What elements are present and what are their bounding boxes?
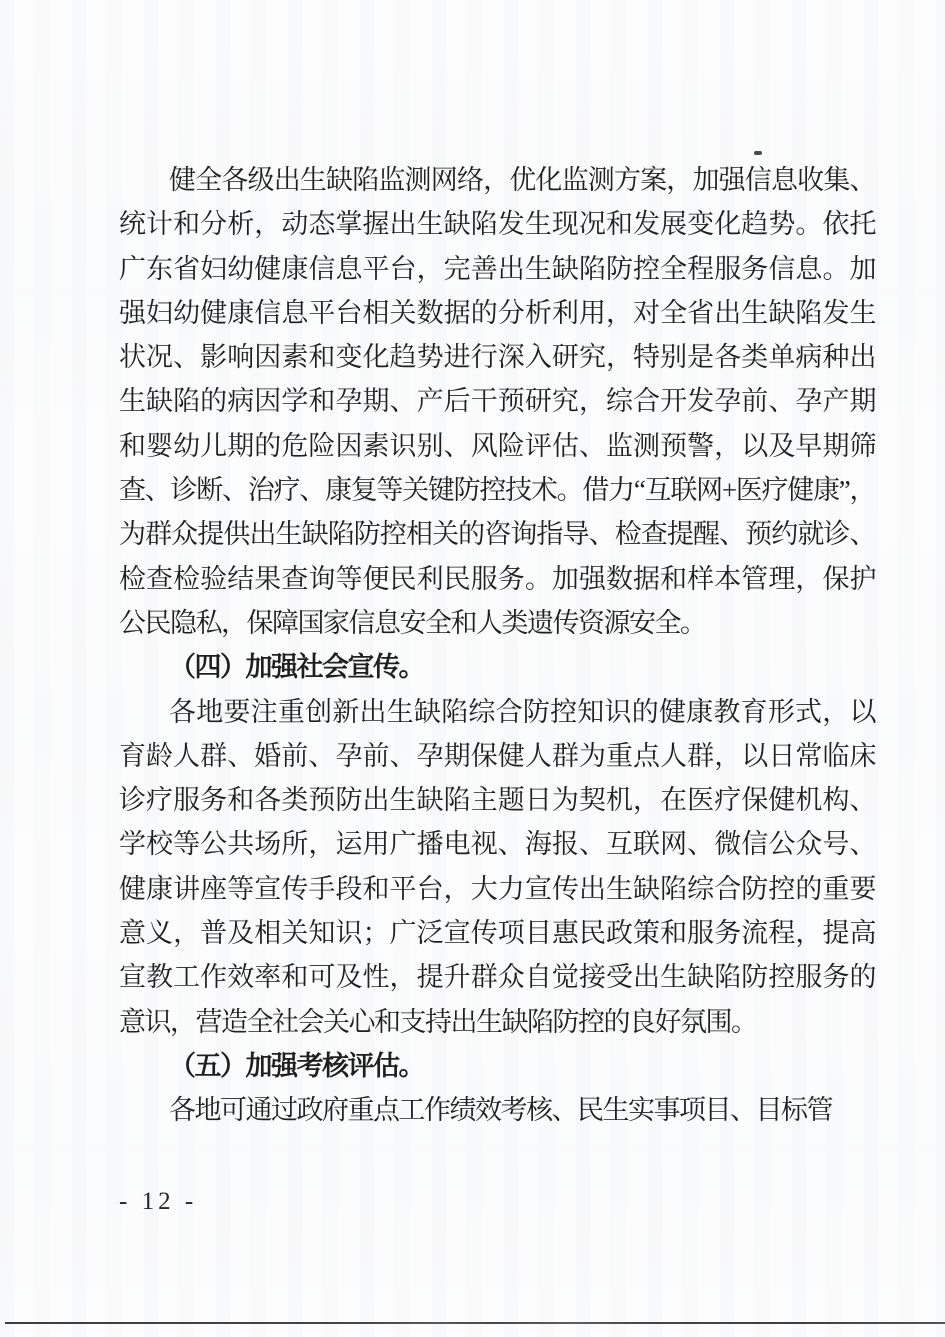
section-heading-4: （四）加强社会宣传。	[169, 652, 424, 683]
paragraph-line: 健全各级出生缺陷监测网络，优化监测方案，加强信息收集、	[169, 165, 875, 195]
paragraph-line: 公民隐私，保障国家信息安全和人类遗传资源安全。	[119, 607, 706, 638]
paragraph-line: 育龄人群、婚前、孕前、孕期保健人群为重点人群，以日常临床	[119, 740, 875, 771]
paragraph-line: 意义，普及相关知识；广泛宣传项目惠民政策和服务流程，提高	[119, 918, 875, 949]
paragraph-line: 学校等公共场所，运用广播电视、海报、互联网、微信公众号、	[119, 829, 875, 860]
paragraph-line: 状况、影响因素和变化趋势进行深入研究，特别是各类单病种出	[119, 342, 875, 373]
paragraph-line: 统计和分析，动态掌握出生缺陷发生现况和发展变化趋势。依托	[119, 209, 875, 240]
paragraph-line: 诊疗服务和各类预防出生缺陷主题日为契机，在医疗保健机构、	[119, 785, 875, 816]
paragraph-line: 广东省妇幼健康信息平台，完善出生缺陷防控全程服务信息。加	[119, 253, 875, 284]
paragraph-line: 意识，营造全社会关心和支持出生缺陷防控的良好氛围。	[119, 1006, 757, 1037]
section-heading-5: （五）加强考核评估。	[169, 1050, 424, 1081]
paragraph-line: 各地可通过政府重点工作绩效考核、民生实事项目、目标管	[169, 1095, 832, 1126]
paragraph-line: 检查检验结果查询等便民利民服务。加强数据和样本管理，保护	[119, 563, 875, 594]
paragraph-line: 查、诊断、治疗、康复等关键防控技术。借力“互联网+医疗健康”，	[119, 475, 875, 506]
scan-speck	[754, 151, 762, 155]
paragraph-line: 生缺陷的病因学和孕期、产后干预研究，综合开发孕前、孕产期	[119, 386, 875, 417]
paragraph-line: 各地要注重创新出生缺陷综合防控知识的健康教育形式，以	[169, 696, 875, 727]
page-number: - 12 -	[119, 1188, 198, 1215]
paragraph-line: 为群众提供出生缺陷防控相关的咨询指导、检查提醒、预约就诊、	[119, 519, 875, 550]
paragraph-line: 宣教工作效率和可及性，提升群众自觉接受出生缺陷防控服务的	[119, 962, 875, 993]
paragraph-line: 和婴幼儿期的危险因素识别、风险评估、监测预警，以及早期筛	[119, 430, 875, 461]
document-body	[119, 158, 875, 1133]
paragraph-line: 强妇幼健康信息平台相关数据的分析利用，对全省出生缺陷发生	[119, 297, 875, 328]
scan-edge-line	[5, 1322, 945, 1324]
paragraph-line: 健康讲座等宣传手段和平台，大力宣传出生缺陷综合防控的重要	[119, 873, 875, 904]
